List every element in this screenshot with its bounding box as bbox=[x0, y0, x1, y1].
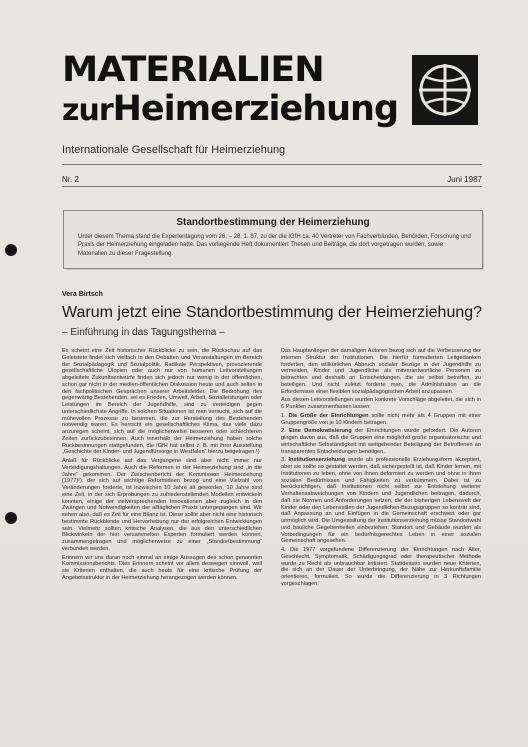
item-number: 3. bbox=[281, 457, 286, 464]
header-rule bbox=[62, 164, 482, 165]
item-bold: Eine Demokratisierung bbox=[289, 428, 352, 435]
article-headline: Warum jetzt eine Standortbestimmung der Heimerziehung? bbox=[62, 304, 483, 321]
masthead-prefix: zur bbox=[62, 93, 113, 128]
header-rule-lower bbox=[62, 186, 482, 187]
masthead-line2 bbox=[62, 89, 399, 129]
paragraph: Das Hauptanliegen der damaligen Autoren bezog sich auf die Verbesserung der internen Struktur der Institutionen. Die hierfür formulierten Leitgedanken forderten, den willkürlichen Abbruch sozialer Bezüge in der Jugendhilfe zu vermeiden, Kinder und Jugendliche als mitverantwortliche Personen zu betrachten und deshalb an Entscheidungen, die sie selbst betreffen, zu beteiligen. Und nicht zuletzt forderte man, die Administration an die Erfordernisse einer flexiblen sozialpädagogischen Arbeit anzupassen. bbox=[281, 348, 481, 395]
item-text: wurde als professionelle Erziehungsform akzeptiert, aber sie sollte so gestaltet werden, daß sichergestellt ist, daß Kinder lernen, mit Institutionen zu leben, ohne von ihnen deformiert zu werden und ohne in ihren sozialen Bedürfnissen und Fähigkeiten zu verkümmern. Dabei ist zu berücksichtigen, daß Institutionen nicht selbst zur Entstehung weiterer Verhaltensabweichungen von Kindern und Jugendlichen beitragen, dadurch, daß sie Normen und Anforderungen setzen, die der bisherigen Lebenswelt der Kinder oder den Lebensstilen der Jugendlichen-Bezugsgruppen so konträr sind, daß Anpassung an und Einfügen in die Gemeinschaft erschwert oder gar unmöglich wird. Die Umgestaltung der Institutionserziehung müsse Standortwahl und bauliche Gegebenheiten einbeziehen: Standort und Gebäude wurden als Vorbedingungen für ein bedürfnisgerechtes Leben in einer sozialen Gemeinschaft angesehen. bbox=[281, 457, 481, 545]
paragraph: Erinnern wir uns daran noch einmal an einige Aussagen des schon genannten Kommissionsberichts. Dies Erinnern scheint vor allem deswegen sinnvoll, weil sie Kriterien enthalten, die auch heute für eine kritische Prüfung der Angebotsstruktur in der Heimerziehung herangezogen werden können. bbox=[62, 554, 262, 581]
masthead-title: Heimerziehung bbox=[112, 89, 399, 129]
article-tagline: – Einführung in das Tagungsthema – bbox=[62, 327, 225, 338]
list-item bbox=[281, 547, 481, 588]
publisher-subtitle: Internationale Gesellschaft für Heimerziehung bbox=[62, 144, 286, 156]
topic-box bbox=[63, 210, 483, 269]
right-column bbox=[281, 348, 481, 590]
paragraph: Es scheint eine Zeit historischer Rückblicke zu sein, die Rückschau auf das Geleistete findet sich vielfach in den Debatten und Veranstaltungen im Bereich der Sozialpädagogik und Sozialpolitik. Radikale Perspektiven, provozierende gesellschaftliche Utopien oder auch nur von humanen Leitvorstellungen abgeleitete Zukunftsentwürfe finden sich jedoch nur wenig in der öffentlichen, schon gar nicht in der medien-öffentlichen Diskussion heute und auch selten in den fachpolitischen Gesprächen unserer Arbeitsfelder. Die Bedrohung des gegenwärtig Bestehenden, sei es Frieden, Umwelt, Arbeit, Sozialleistungen oder Leistungen im Bereich der Jugendhilfe, sind zu verteidigen gegen unterschiedlichste Angriffe. In solchen Situationen ist man versucht, sich auf die mühevollen Prozesse zu besinnen, die zur Herstellung des Bestehenden notwendig waren. Es herrscht ein gesellschaftliches Klima, das viele dazu anzuregen scheint, sich auf die möglicherweise besseren oder schlechteren Zeiten zurückzubesinnen. Auch innerhalb der Heimerziehung haben solche Rückbesinnungen stattgefunden, die IGfH hat selbst z. B. mit ihrer Ausstellung „Geschichte der Kinder- und Jugendfürsorge in Westfalen“ hierzu beigetragen.¹) bbox=[62, 348, 262, 456]
item-text: Die 1977 vorgefundene Differenzierung der Einrichtungen nach Alter, Geschlecht, Symptomatik, Schädigungsgrad oder therapeutischer Methode wurde zu Recht als unbrauchbar kritisiert. Stattdessen wurden neue Kriterien, die sich an der Dauer der Unterbringung, der Nähe zur Herkunftsfamilie orientieren, formuliert. So wurde die Differenzierung in 3 Richtungen vorgeschlagen: bbox=[281, 547, 481, 587]
item-number: 2. bbox=[281, 428, 286, 435]
masthead-line1: MATERIALIEN bbox=[62, 50, 324, 90]
paragraph: Anlaß für Rückblicke auf das Vergangene sind aber nicht immer nur Verteidigungshaltungen. Auch die Reformen in der Heimerziehung sind „in die Jahre“ gekommen. Der Zwischenbericht der Kommission Heimerziehung (1977)²), der sich auf wichtige Reformideen bezog und eine Vielzahl von Veränderungen forderte, ist inzwischen 10 Jahre alt geworden. 10 Jahre sind eine Zeit, in der sich Erprobungen zu zufriedenstellenden Modellen entwickeln konnten, einige der vielversprechenden Innovationen aber zugleich in den Zwängen und Notwendigkeiten der alltäglichen Praxis untergegangen sind. Wir sehen also, daß es Zeit für eine Bilanz ist. Diese sollte aber nicht eine historisch bestimmte Rückblende und Hervorhebung nur der erfolgreichen Entwicklungen sein. Vielmehr sollten kritische Analysen, die aus den unterschiedlichen Blickwinkeln der hier versammelten Experten formuliert werden können, zusammengetragen und möglicherweise zu einer „Standortbestimmung“ verbunden werden. bbox=[62, 458, 262, 552]
issue-number: Nr. 2 bbox=[62, 175, 79, 184]
list-item bbox=[281, 413, 481, 427]
item-number: 4. bbox=[281, 547, 286, 553]
globe-logo-icon bbox=[412, 55, 478, 125]
item-bold: Die Größe der Einrichtungen bbox=[288, 412, 369, 419]
left-column bbox=[62, 348, 262, 584]
list-item bbox=[281, 457, 481, 545]
item-number: 1. bbox=[281, 412, 286, 419]
box-title: Standortbestimmung der Heimerziehung bbox=[176, 217, 370, 228]
punch-hole bbox=[5, 244, 17, 256]
box-text: Unter diesem Thema stand die Expertentagung vom 26. – 28. 1. 87, zu der die IGfH ca. 40 Vertreter von Fachverbänden, Behörden, Forschung und Praxis der Heimerziehung eingeladen hatte. Das vorliegende Heft dokumentiert Thesen und Beiträge, die dort vorgetragen wurden, sowie Materialien zu dieser Fragestellung. bbox=[78, 234, 471, 257]
item-text: der Einrichtungen wurde gefordert. Die Autoren gingen davon aus, daß die Gruppen eine möglichst große organisatorische und wirtschaftliche Selbständigkeit mit weitgehender Beteiligung der Betroffenen an transparenten Entscheidungen benötigen. bbox=[281, 428, 481, 455]
author-name: Vera Birtsch bbox=[62, 291, 103, 298]
proposal-list bbox=[281, 413, 481, 588]
list-item bbox=[281, 428, 481, 455]
punch-hole bbox=[5, 512, 17, 524]
item-text: sollte nicht mehr als 4 Gruppen mit einer Gruppengröße von je 10 Kindern betragen. bbox=[281, 412, 481, 426]
item-bold: Institutionserziehung bbox=[288, 457, 346, 464]
issue-date: Juni 1987 bbox=[447, 175, 482, 184]
paragraph: Aus diesen Leitvorstellungen wurden konkrete Vorschläge abgeleitet, die sich in 6 Punkten zusammenfassen lassen: bbox=[281, 397, 481, 410]
